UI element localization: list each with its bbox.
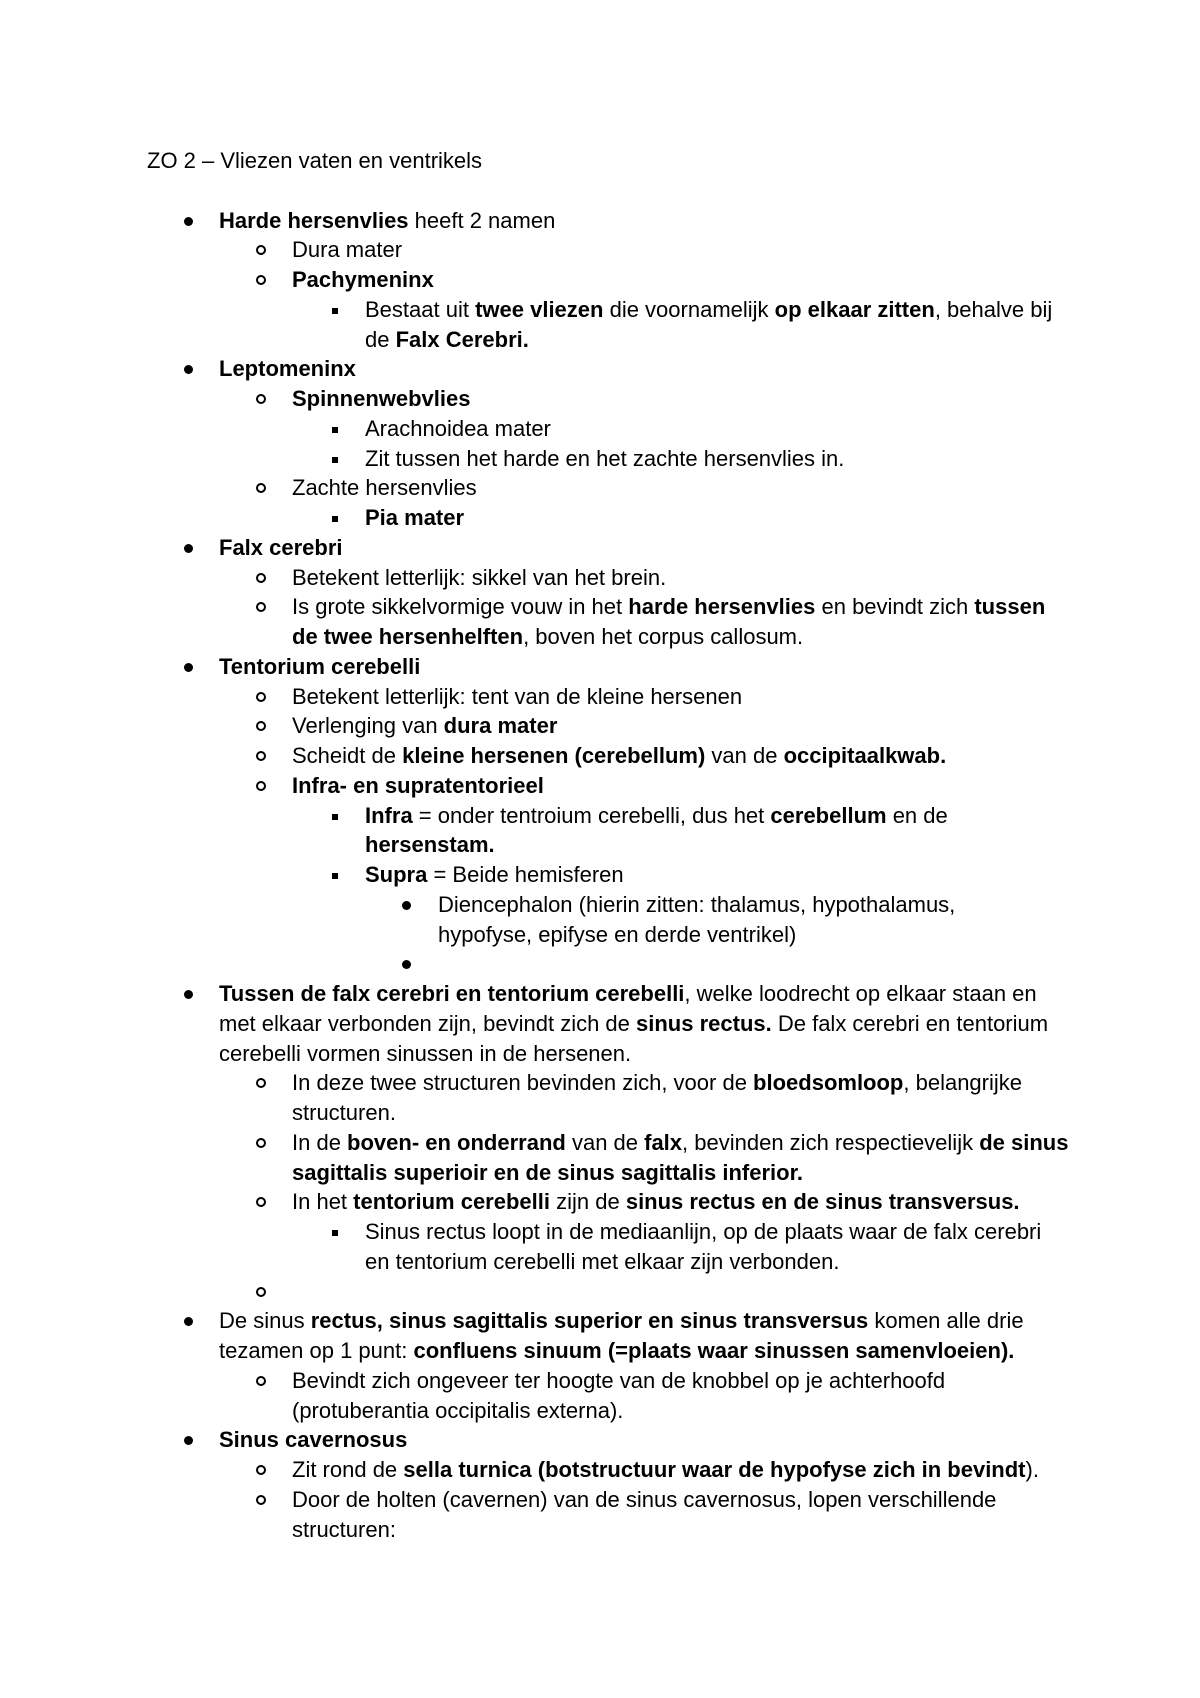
list-item-text: In het: [292, 1189, 354, 1215]
list-item-level-2: [0, 711, 1200, 741]
list-item-text: Zit tussen het harde en het zachte hersenvlies in.: [365, 445, 845, 471]
list-item-text: De falx cerebri en tentorium: [771, 1010, 1049, 1036]
bullet-circle-icon: [256, 1197, 266, 1207]
list-item-text: , belangrijke: [903, 1070, 1023, 1096]
bullet-disc-icon: [184, 365, 193, 374]
list-item-text: = onder tentroium cerebelli, dus het: [412, 802, 771, 828]
emphasis-text: bloedsomloop: [753, 1070, 904, 1096]
list-item-text: Bestaat uit: [365, 296, 476, 322]
list-item-text: Arachnoidea mater: [365, 415, 551, 441]
bullet-disc-icon: [184, 544, 193, 553]
bullet-circle-icon: [256, 602, 266, 612]
list-item-level-2: [0, 384, 1200, 414]
list-item-text: , boven het corpus callosum.: [523, 624, 804, 649]
list-item-level-1: [0, 1306, 1200, 1366]
bullet-disc-icon: [402, 960, 411, 969]
bullet-circle-icon: [256, 394, 266, 404]
emphasis-text: de twee hersenhelften: [292, 624, 524, 649]
emphasis-text: rectus, sinus sagittalis superior en sinus transversus: [310, 1308, 869, 1334]
list-item-text: (protuberantia occipitalis externa).: [292, 1397, 624, 1423]
bullet-circle-icon: [256, 721, 266, 731]
list-item-text: en de: [886, 802, 948, 828]
emphasis-text: sinus rectus.: [636, 1010, 772, 1036]
list-item-level-2: [0, 1187, 1200, 1217]
bullet-disc-icon: [402, 901, 411, 910]
emphasis-text: Supra: [365, 862, 428, 887]
bullet-circle-icon: [256, 1495, 266, 1505]
list-item-text: Betekent letterlijk: tent van de kleine hersenen: [292, 683, 743, 709]
bullet-circle-icon: [256, 483, 266, 493]
emphasis-text: harde hersenvlies: [628, 594, 816, 620]
list-item-level-2: [0, 473, 1200, 503]
list-item-text: van de: [705, 743, 784, 768]
list-item-level-1: [0, 1425, 1200, 1455]
list-item-level-1: [0, 533, 1200, 563]
list-item-level-2: [0, 771, 1200, 801]
document-title: ZO 2 – Vliezen vaten en ventrikels: [147, 148, 483, 173]
list-item-level-1: [0, 206, 1200, 236]
list-item-text: met elkaar verbonden zijn, bevindt zich de: [219, 1010, 637, 1036]
list-item-text: Diencephalon (hierin zitten: thalamus, hypothalamus,: [438, 891, 956, 917]
bullet-square-icon: [332, 873, 338, 879]
list-item-level-3: [0, 444, 1200, 474]
bullet-disc-icon: [184, 1436, 193, 1445]
list-item-text: Sinus rectus loopt in de mediaanlijn, op de plaats waar de falx cerebri: [365, 1219, 1042, 1244]
list-item-text: heeft 2 namen: [408, 207, 556, 233]
bullet-circle-icon: [256, 245, 266, 255]
emphasis-text: sinus rectus en de sinus transversus.: [625, 1189, 1020, 1215]
list-item-level-3: [0, 1217, 1200, 1277]
list-item-level-4: [0, 890, 1200, 950]
list-item-text: ).: [1025, 1457, 1039, 1482]
list-item-level-3: [0, 503, 1200, 533]
emphasis-text: Tussen de falx cerebri en tentorium cerebelli: [219, 981, 685, 1006]
list-item-text: de: [365, 326, 396, 352]
list-item-text: Is grote sikkelvormige vouw in het: [292, 594, 629, 620]
list-item-text: , behalve bij: [934, 296, 1053, 322]
emphasis-text: tentorium cerebelli: [353, 1189, 550, 1215]
emphasis-text: Falx cerebri: [219, 534, 343, 560]
list-item-level-2: [0, 1128, 1200, 1188]
list-item-level-3: [0, 860, 1200, 890]
emphasis-text: confluens sinuum (=plaats waar sinussen samenvloeien).: [413, 1338, 1015, 1363]
list-item-text: De sinus: [219, 1308, 311, 1334]
bullet-square-icon: [332, 457, 338, 463]
list-item-text: Dura mater: [292, 237, 403, 263]
list-item-text: Betekent letterlijk: sikkel van het brein.: [292, 564, 667, 590]
bullet-circle-icon: [256, 275, 266, 285]
bullet-circle-icon: [256, 1287, 266, 1297]
emphasis-text: tussen: [974, 594, 1046, 620]
emphasis-text: Pachymeninx: [292, 267, 434, 292]
list-item-level-1: [0, 354, 1200, 384]
list-item-text: van de: [565, 1129, 645, 1155]
emphasis-text: Falx Cerebri.: [395, 326, 529, 352]
list-item-text: Bevindt zich ongeveer ter hoogte van de knobbel op je achterhoofd: [292, 1367, 946, 1393]
emphasis-text: kleine hersenen (cerebellum): [402, 743, 706, 768]
document-body: [0, 146, 1200, 1544]
bullet-disc-icon: [184, 1317, 193, 1326]
list-item-text: die voornamelijk: [603, 296, 775, 322]
emphasis-text: de sinus: [979, 1129, 1069, 1155]
emphasis-text: Sinus cavernosus: [219, 1427, 408, 1453]
list-item-text: cerebelli vormen sinussen in de hersenen.: [219, 1040, 632, 1066]
list-item-level-2: [0, 235, 1200, 265]
bullet-circle-icon: [256, 1138, 266, 1148]
list-item-text: , bevinden zich respectievelijk: [682, 1129, 980, 1155]
bullet-circle-icon: [256, 1078, 266, 1088]
emphasis-text: Spinnenwebvlies: [292, 386, 471, 411]
bullet-square-icon: [332, 814, 338, 820]
emphasis-text: Infra: [365, 802, 413, 828]
list-item-level-2: [0, 682, 1200, 712]
emphasis-text: sagittalis superioir en de sinus sagittalis inferior.: [292, 1159, 804, 1185]
emphasis-text: Leptomeninx: [219, 356, 356, 382]
emphasis-text: dura mater: [443, 713, 558, 739]
bullet-circle-icon: [256, 781, 266, 791]
list-item-level-2: [0, 1068, 1200, 1128]
emphasis-text: boven- en onderrand: [347, 1129, 566, 1155]
list-item-text: zijn de: [550, 1189, 626, 1215]
list-item-level-2: [0, 592, 1200, 652]
emphasis-text: Pia mater: [365, 505, 465, 530]
bullet-circle-icon: [256, 1376, 266, 1386]
bullet-disc-icon: [184, 217, 193, 226]
bullet-circle-icon: [256, 692, 266, 702]
list-item-level-1: [0, 979, 1200, 1068]
list-item-text: structuren.: [292, 1100, 396, 1125]
list-item-text: komen alle drie: [868, 1308, 1024, 1334]
emphasis-text: occipitaalkwab.: [783, 743, 947, 768]
bullet-disc-icon: [184, 663, 193, 672]
bullet-square-icon: [332, 1230, 338, 1236]
list-item-level-2: [0, 1455, 1200, 1485]
emphasis-text: hersenstam.: [365, 832, 495, 858]
list-item-text: tezamen op 1 punt:: [219, 1338, 414, 1363]
list-item-level-2: [0, 741, 1200, 771]
emphasis-text: Harde hersenvlies: [219, 207, 409, 233]
bullet-disc-icon: [184, 990, 193, 999]
bullet-circle-icon: [256, 751, 266, 761]
bullet-square-icon: [332, 427, 338, 433]
list-item-text: Zit rond de: [292, 1457, 404, 1482]
list-item-level-2: [0, 563, 1200, 593]
list-item-text: Scheidt de: [292, 743, 403, 768]
emphasis-text: twee vliezen: [475, 296, 604, 322]
list-item-text: structuren:: [292, 1516, 396, 1542]
bullet-circle-icon: [256, 573, 266, 583]
list-item-text: , welke loodrecht op elkaar staan en: [684, 981, 1037, 1006]
list-item-text: en tentorium cerebelli met elkaar zijn verbonden.: [365, 1248, 840, 1274]
list-item-level-2: [0, 1485, 1200, 1545]
emphasis-text: op elkaar zitten: [774, 296, 935, 322]
list-item-text: hypofyse, epifyse en derde ventrikel): [438, 921, 797, 947]
list-item-text: Verlenging van: [292, 713, 444, 739]
list-item-level-4-empty: [0, 949, 1200, 979]
list-item-text: In deze twee structuren bevinden zich, voor de: [292, 1070, 754, 1096]
list-item-text: In de: [292, 1129, 348, 1155]
list-item-level-2-empty: [0, 1277, 1200, 1307]
bullet-circle-icon: [256, 1465, 266, 1475]
emphasis-text: cerebellum: [770, 802, 887, 828]
list-item-text: en bevindt zich: [815, 594, 975, 620]
list-item-text: = Beide hemisferen: [427, 862, 624, 887]
emphasis-text: falx: [644, 1129, 683, 1155]
list-item-level-3: [0, 414, 1200, 444]
list-item-level-2: [0, 265, 1200, 295]
list-item-text: Door de holten (cavernen) van de sinus cavernosus, lopen verschillende: [292, 1486, 997, 1512]
bullet-list: [0, 206, 1200, 1545]
emphasis-text: Infra- en supratentorieel: [292, 772, 544, 798]
list-item-level-3: [0, 295, 1200, 355]
emphasis-text: Tentorium cerebelli: [219, 653, 421, 679]
list-item-level-2: [0, 1366, 1200, 1426]
list-item-level-1: [0, 652, 1200, 682]
emphasis-text: sella turnica (botstructuur waar de hypofyse zich in bevindt: [403, 1457, 1026, 1482]
bullet-square-icon: [332, 516, 338, 522]
list-item-level-3: [0, 801, 1200, 861]
bullet-square-icon: [332, 308, 338, 314]
list-item-text: Zachte hersenvlies: [292, 475, 477, 501]
